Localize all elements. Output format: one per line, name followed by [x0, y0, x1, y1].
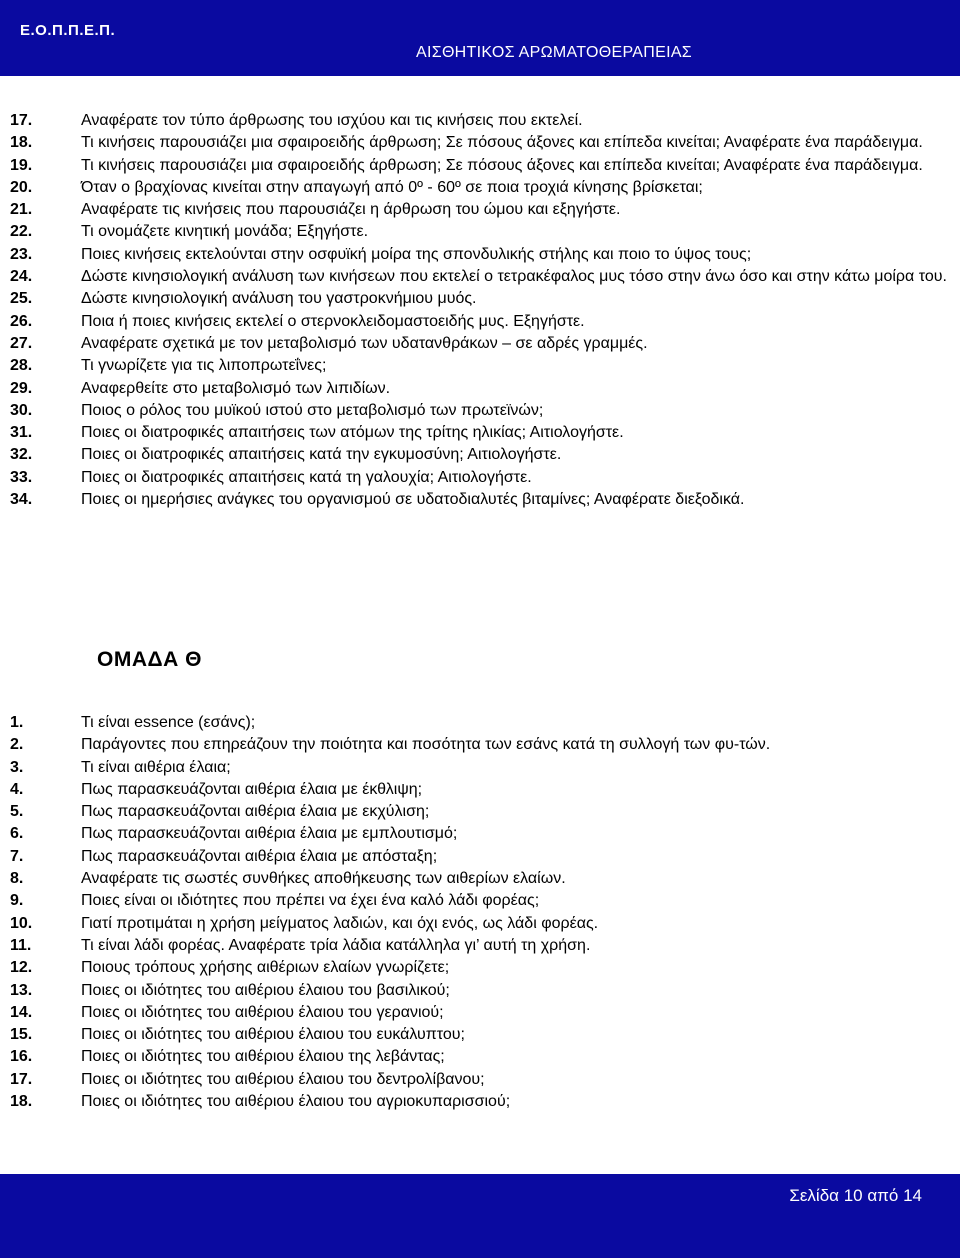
- question-text: Αναφέρατε σχετικά με τον μεταβολισμό των υδατανθράκων – σε αδρές γραμμές.: [81, 334, 648, 352]
- question-number: 6.: [10, 825, 24, 843]
- question-item: [0, 244, 960, 266]
- question-number: 26.: [10, 312, 33, 330]
- question-number: 7.: [10, 847, 24, 865]
- question-number: 15.: [10, 1026, 33, 1044]
- question-item: [0, 779, 960, 801]
- question-number: 18.: [10, 1093, 33, 1111]
- question-text: Ποιες είναι οι ιδιότητες που πρέπει να έχει ένα καλό λάδι φορέας;: [81, 892, 540, 910]
- question-item: [0, 957, 960, 979]
- question-number: 12.: [10, 959, 33, 977]
- question-number: 13.: [10, 981, 33, 999]
- question-item: [0, 266, 960, 288]
- question-item: [0, 801, 960, 823]
- question-item: [0, 868, 960, 890]
- question-number: 8.: [10, 870, 24, 888]
- question-text: Αναφέρατε τις κινήσεις που παρουσιάζει η άρθρωση του ώμου και εξηγήστε.: [81, 201, 621, 219]
- question-item: [0, 1046, 960, 1068]
- question-text: Δώστε κινησιολογική ανάλυση του γαστροκνήμιου μυός.: [81, 290, 477, 308]
- question-text: Τι κινήσεις παρουσιάζει μια σφαιροειδής άρθρωση; Σε πόσους άξονες και επίπεδα κινείται; Αναφέρατε ένα παράδειγμα.: [81, 156, 923, 174]
- question-item: [0, 110, 960, 132]
- question-item: [0, 311, 960, 333]
- question-text: Δώστε κινησιολογική ανάλυση των κινήσεων που εκτελεί ο τετρακέφαλος μυς τόσο στην άνω όσο και στην κάτω μοίρα του.: [81, 268, 947, 286]
- question-text: Αναφερθείτε στο μεταβολισμό των λιπιδίων.: [81, 379, 391, 397]
- question-text: Τι είναι αιθέρια έλαια;: [81, 758, 231, 776]
- question-item: [0, 400, 960, 422]
- question-text: Τι είναι essence (εσάνς);: [81, 714, 256, 731]
- question-number: 10.: [10, 914, 33, 932]
- question-item: [0, 422, 960, 444]
- question-number: 28.: [10, 357, 33, 375]
- question-item: [0, 467, 960, 489]
- question-number: 20.: [10, 178, 33, 196]
- question-text: Ποιες οι διατροφικές απαιτήσεις κατά την εγκυμοσύνη; Αιτιολογήστε.: [81, 446, 562, 464]
- question-text: Ποιες οι διατροφικές απαιτήσεις κατά τη γαλουχία; Αιτιολογήστε.: [81, 468, 532, 486]
- question-item: [0, 935, 960, 957]
- organization-name: Ε.Ο.Π.Π.Ε.Π.: [20, 22, 116, 39]
- question-text: Ποιες οι διατροφικές απαιτήσεις των ατόμων της τρίτης ηλικίας; Αιτιολογήστε.: [81, 424, 624, 442]
- question-text: Ποιες οι ιδιότητες του αιθέριου έλαιου του ευκάλυπτου;: [81, 1026, 465, 1044]
- question-number: 29.: [10, 379, 33, 397]
- question-item: [0, 155, 960, 177]
- question-item: [0, 890, 960, 912]
- question-text: Ποιες οι ημερήσιες ανάγκες του οργανισμού σε υδατοδιαλυτές βιταμίνες; Αναφέρατε διεξοδικά.: [81, 491, 745, 509]
- question-text: Ποιες οι ιδιότητες του αιθέριου έλαιου της λεβάντας;: [81, 1048, 445, 1066]
- question-item: [0, 333, 960, 355]
- question-text: Ποιος ο ρόλος του μυϊκού ιστού στο μεταβολισμό των πρωτεϊνών;: [81, 401, 544, 419]
- page-footer: [0, 1174, 960, 1258]
- question-number: 17.: [10, 112, 33, 129]
- question-item: [0, 444, 960, 466]
- question-number: 1.: [10, 714, 24, 731]
- question-number: 2.: [10, 736, 24, 754]
- question-item: [0, 846, 960, 868]
- question-number: 32.: [10, 446, 33, 464]
- question-item: [0, 1069, 960, 1091]
- question-text: Ποιες κινήσεις εκτελούνται στην οσφυϊκή μοίρα της σπονδυλικής στήλης και ποιο το ύψος τους;: [81, 245, 752, 263]
- question-text: Πως παρασκευάζονται αιθέρια έλαια με απόσταξη;: [81, 847, 438, 865]
- page-header: [0, 0, 960, 76]
- question-item: [0, 132, 960, 154]
- question-number: 14.: [10, 1003, 33, 1021]
- question-number: 27.: [10, 334, 33, 352]
- question-text: Τι κινήσεις παρουσιάζει μια σφαιροειδής άρθρωση; Σε πόσους άξονες και επίπεδα κινείται; Αναφέρατε ένα παράδειγμα.: [81, 134, 923, 152]
- question-text: Αναφέρατε τον τύπο άρθρωσης του ισχύου και τις κινήσεις που εκτελεί.: [81, 112, 583, 129]
- question-number: 9.: [10, 892, 24, 910]
- question-number: 18.: [10, 134, 33, 152]
- question-item: [0, 355, 960, 377]
- question-text: Όταν ο βραχίονας κινείται στην απαγωγή από 0º - 60º σε ποια τροχιά κίνησης βρίσκεται;: [81, 178, 703, 196]
- question-text: Πως παρασκευάζονται αιθέρια έλαια με εκχύλιση;: [81, 803, 430, 821]
- question-number: 33.: [10, 468, 33, 486]
- question-item: [0, 734, 960, 756]
- question-text: Ποια ή ποιες κινήσεις εκτελεί ο στερνοκλειδομαστοειδής μυς. Εξηγήστε.: [81, 312, 585, 330]
- question-item: [0, 199, 960, 221]
- question-number: 11.: [10, 936, 32, 954]
- question-number: 31.: [10, 424, 33, 442]
- question-item: [0, 980, 960, 1002]
- question-text: Τι είναι λάδι φορέας. Αναφέρατε τρία λάδια κατάλληλα γι’ αυτή τη χρήση.: [81, 936, 591, 954]
- question-text: Πως παρασκευάζονται αιθέρια έλαια με έκθλιψη;: [81, 780, 423, 798]
- question-item: [0, 177, 960, 199]
- page-number: Σελίδα 10 από 14: [789, 1186, 922, 1205]
- question-number: 5.: [10, 803, 24, 821]
- question-text: Πως παρασκευάζονται αιθέρια έλαια με εμπλουτισμό;: [81, 825, 458, 843]
- question-text: Τι γνωρίζετε για τις λιποπρωτεΐνες;: [81, 357, 327, 375]
- question-number: 4.: [10, 780, 24, 798]
- question-number: 22.: [10, 223, 33, 241]
- questions-list-a: [0, 110, 960, 511]
- question-item: [0, 288, 960, 310]
- course-title: ΑΙΣΘΗΤΙΚΟΣ ΑΡΩΜΑΤΟΘΕΡΑΠΕΙΑΣ: [416, 44, 692, 61]
- question-text: Παράγοντες που επηρεάζουν την ποιότητα και ποσότητα των εσάνς κατά τη συλλογή των φυ-τών.: [81, 736, 771, 754]
- question-item: [0, 712, 960, 734]
- question-number: 17.: [10, 1070, 33, 1088]
- question-number: 16.: [10, 1048, 33, 1066]
- question-item: [0, 1002, 960, 1024]
- question-number: 24.: [10, 268, 33, 286]
- question-text: Ποιες οι ιδιότητες του αιθέριου έλαιου του δεντρολίβανου;: [81, 1070, 485, 1088]
- question-text: Ποιες οι ιδιότητες του αιθέριου έλαιου του βασιλικού;: [81, 981, 450, 999]
- question-number: 21.: [10, 201, 33, 219]
- question-number: 3.: [10, 758, 24, 776]
- group-title: ΟΜΑΔΑ Θ: [97, 648, 202, 671]
- question-text: Ποιες οι ιδιότητες του αιθέριου έλαιου του γερανιού;: [81, 1003, 444, 1021]
- question-text: Αναφέρατε τις σωστές συνθήκες αποθήκευσης των αιθερίων ελαίων.: [81, 870, 566, 888]
- question-text: Τι ονομάζετε κινητική μονάδα; Εξηγήστε.: [81, 223, 369, 241]
- question-item: [0, 823, 960, 845]
- question-number: 23.: [10, 245, 33, 263]
- question-number: 19.: [10, 156, 33, 174]
- question-item: [0, 913, 960, 935]
- question-item: [0, 757, 960, 779]
- question-item: [0, 489, 960, 511]
- question-item: [0, 1091, 960, 1113]
- questions-list-b: [0, 712, 960, 1113]
- question-item: [0, 221, 960, 243]
- question-number: 25.: [10, 290, 33, 308]
- question-number: 34.: [10, 491, 33, 509]
- question-item: [0, 1024, 960, 1046]
- question-text: Ποιους τρόπους χρήσης αιθέριων ελαίων γνωρίζετε;: [81, 959, 450, 977]
- question-text: Γιατί προτιμάται η χρήση μείγματος λαδιών, και όχι ενός, ως λάδι φορέας.: [81, 914, 599, 932]
- question-number: 30.: [10, 401, 33, 419]
- question-item: [0, 378, 960, 400]
- question-text: Ποιες οι ιδιότητες του αιθέριου έλαιου του αγριοκυπαρισσιού;: [81, 1093, 511, 1111]
